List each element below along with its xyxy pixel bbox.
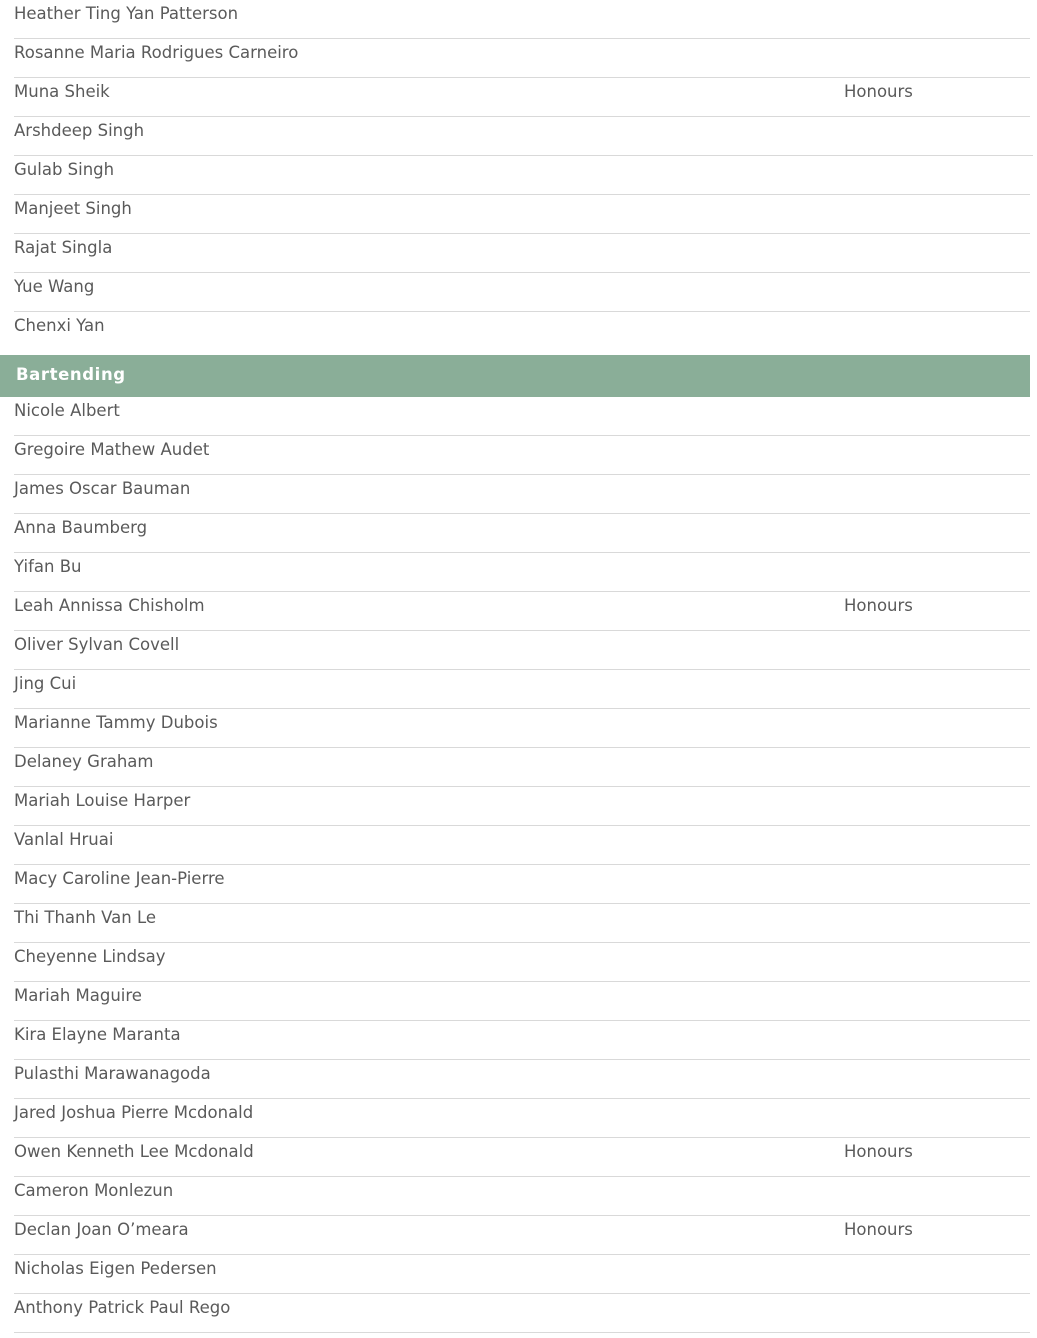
graduate-name: Anna Baumberg: [14, 518, 148, 537]
graduate-name: Yue Wang: [14, 277, 95, 296]
graduate-name: Rosanne Maria Rodrigues Carneiro: [14, 43, 299, 62]
graduate-name: Muna Sheik: [14, 82, 110, 101]
graduate-name: Leah Annissa Chisholm: [14, 596, 205, 615]
list-item: [14, 1021, 1030, 1060]
honours-label: Honours: [844, 1142, 913, 1161]
list-item: [14, 234, 1030, 273]
graduate-name: Jing Cui: [14, 674, 77, 693]
graduate-name: Thi Thanh Van Le: [14, 908, 157, 927]
graduate-name: Arshdeep Singh: [14, 121, 145, 140]
list-item: [14, 117, 1033, 156]
list-item: [14, 475, 1030, 514]
graduate-name: Rajat Singla: [14, 238, 113, 257]
list-item: [14, 943, 1030, 982]
list-item: [14, 631, 1030, 670]
graduate-name: Marianne Tammy Dubois: [14, 713, 218, 732]
graduate-name: Cameron Monlezun: [14, 1181, 174, 1200]
graduate-name: Mariah Louise Harper: [14, 791, 191, 810]
graduate-name: Pulasthi Marawanagoda: [14, 1064, 211, 1083]
graduate-name: Gulab Singh: [14, 160, 115, 179]
list-item: [14, 826, 1030, 865]
list-item: [14, 787, 1030, 826]
section-header-bartending: [0, 355, 1030, 397]
list-item: [14, 1177, 1030, 1216]
honours-label: Honours: [844, 1220, 913, 1239]
list-item: [14, 78, 1030, 117]
list-item: [14, 553, 1030, 592]
graduate-name: Owen Kenneth Lee Mcdonald: [14, 1142, 254, 1161]
list-item: [14, 39, 1030, 78]
list-item: [14, 865, 1030, 904]
graduate-name: Manjeet Singh: [14, 199, 132, 218]
list-item: [14, 1294, 1030, 1333]
list-item: [14, 709, 1030, 748]
list-item: [14, 0, 1030, 39]
list-item: [14, 436, 1030, 475]
graduate-name: Nicholas Eigen Pedersen: [14, 1259, 217, 1278]
list-item: [14, 273, 1030, 312]
graduate-name: Macy Caroline Jean-Pierre: [14, 869, 225, 888]
list-item: [14, 514, 1030, 553]
graduate-name: Oliver Sylvan Covell: [14, 635, 180, 654]
list-item: [14, 1099, 1030, 1138]
graduate-name: James Oscar Bauman: [14, 479, 191, 498]
list-item: [14, 592, 1030, 631]
list-item: [14, 982, 1030, 1021]
graduate-name: Chenxi Yan: [14, 316, 105, 335]
section-title: Bartending: [16, 365, 126, 384]
list-item: [14, 670, 1030, 709]
list-item: [14, 1138, 1030, 1177]
honours-label: Honours: [844, 82, 913, 101]
graduate-name: Vanlal Hruai: [14, 830, 114, 849]
list-item: [14, 312, 1030, 351]
honours-label: Honours: [844, 596, 913, 615]
graduate-name: Heather Ting Yan Patterson: [14, 4, 239, 23]
list-item: [14, 748, 1030, 787]
graduate-name: Anthony Patrick Paul Rego: [14, 1298, 231, 1317]
graduate-name: Delaney Graham: [14, 752, 154, 771]
list-item: [14, 1255, 1030, 1294]
graduate-name: Yifan Bu: [14, 557, 82, 576]
list-item: [14, 195, 1030, 234]
list-item: [14, 904, 1030, 943]
graduate-name: Gregoire Mathew Audet: [14, 440, 210, 459]
graduate-name: Jared Joshua Pierre Mcdonald: [14, 1103, 254, 1122]
graduate-name: Nicole Albert: [14, 401, 120, 420]
graduate-name: Declan Joan O’meara: [14, 1220, 189, 1239]
graduate-name: Mariah Maguire: [14, 986, 142, 1005]
list-item: [14, 156, 1030, 195]
list-item: [14, 397, 1030, 436]
graduate-name: Kira Elayne Maranta: [14, 1025, 181, 1044]
graduate-name: Cheyenne Lindsay: [14, 947, 166, 966]
list-item: [14, 1216, 1030, 1255]
list-item: [14, 1060, 1030, 1099]
